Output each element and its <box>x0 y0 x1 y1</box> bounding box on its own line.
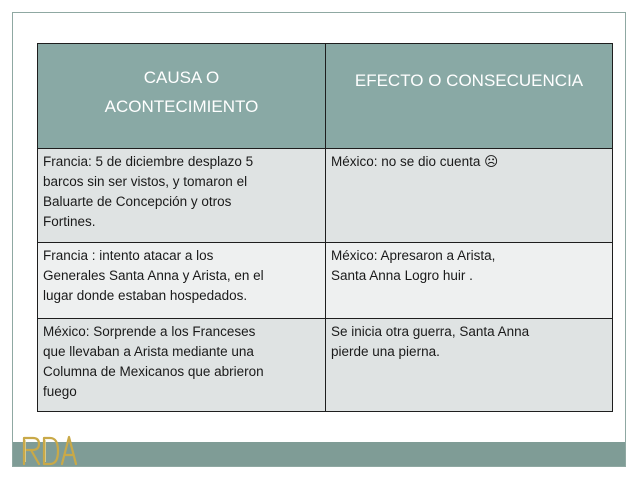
header-effect-line: EFECTO O CONSECUENCIA <box>354 71 584 90</box>
cell-line: pierde una pierna. <box>331 344 440 359</box>
cell-line: Generales Santa Anna y Arista, en el <box>43 268 264 283</box>
cell-line: México: no se dio cuenta ☹ <box>331 154 499 169</box>
cell-line: lugar donde estaban hospedados. <box>43 288 248 303</box>
rda-logo-icon <box>20 432 80 468</box>
table-header-row <box>38 44 613 149</box>
effect-cell <box>326 319 613 412</box>
cell-line: fuego <box>43 384 77 399</box>
cell-line: Francia : intento atacar a los <box>43 248 214 263</box>
cell-line: Columna de Mexicanos que abrieron <box>43 364 264 379</box>
table-row <box>38 243 613 319</box>
header-cause-line: ACONTECIMIENTO <box>104 97 259 116</box>
cell-line: que llevaban a Arista mediante una <box>43 344 254 359</box>
cell-line: Francia: 5 de diciembre desplazo 5 <box>43 154 254 169</box>
effect-cell <box>326 243 613 319</box>
cause-effect-table <box>37 43 613 412</box>
effect-cell <box>326 149 613 243</box>
cell-line: Se inicia otra guerra, Santa Anna <box>331 324 530 339</box>
cause-cell <box>38 319 326 412</box>
cell-line: Baluarte de Concepción y otros <box>43 194 232 209</box>
header-effect <box>326 44 613 149</box>
table-row <box>38 149 613 243</box>
cell-line: México: Sorprende a los Franceses <box>43 324 256 339</box>
footer-band <box>13 442 625 466</box>
cell-line: barcos sin ser vistos, y tomaron el <box>43 174 248 189</box>
cell-line: Fortines. <box>43 214 96 229</box>
cause-cell <box>38 149 326 243</box>
table-row <box>38 319 613 412</box>
cell-line: Santa Anna Logro huir . <box>331 268 473 283</box>
cell-line: México: Apresaron a Arista, <box>331 248 496 263</box>
header-cause <box>38 44 326 149</box>
header-cause-line: CAUSA O <box>143 68 220 87</box>
cause-cell <box>38 243 326 319</box>
